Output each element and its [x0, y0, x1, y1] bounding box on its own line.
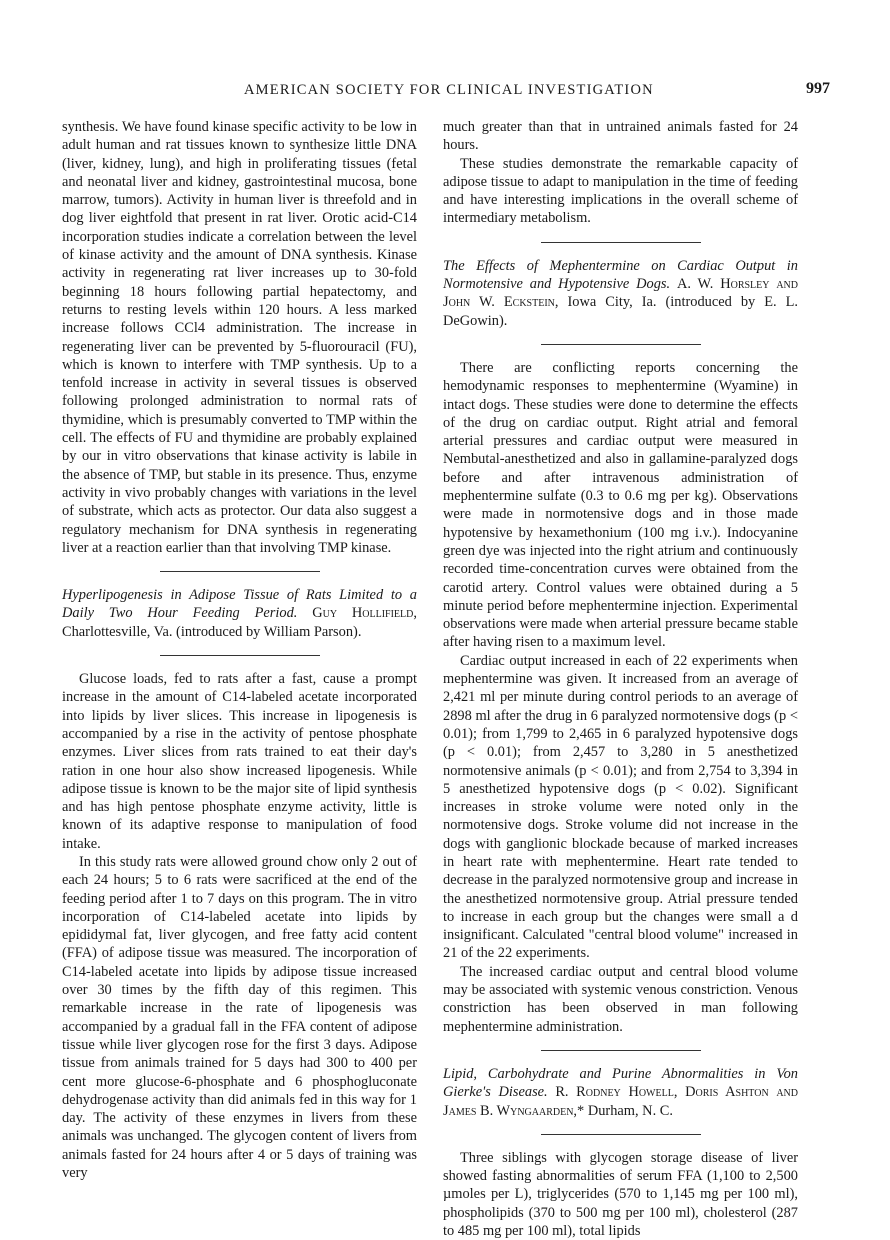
page-number: 997	[806, 80, 830, 97]
abstract-paragraph: In this study rats were allowed ground chow only 2 out of each 24 hours; 5 to 6 rats were sacrificed at the end of the feeding period after 1 to 7 days on this program. The in vitro incorporation of C14-labeled acetate into lipids by epididymal fat, liver glycogen, and free fatty acid content (FFA) of adipose tissue was measured. The incorporation of C14-labeled acetate into lipids by adipose tissue increased over 30 times by the fifth day of this regimen. This remarkable increase in the rate of lipogenesis was accompanied by a gradual fall in the FFA content of adipose tissue while liver glycogen rose for the first 3 days. Adipose tissue from animals trained for 5 days had 300 to 400 per cent more glucose-6-phosphate and 6 phosphogluconate dehydrogenase activity than did animals fed in this way for 1 day. The activity of these enzymes in livers from these animals was unchanged. The glycogen content of livers from animals fasted for 24 hours after 4 or 5 days of training was very	[62, 853, 417, 1182]
continued-paragraph: These studies demonstrate the remarkable capacity of adipose tissue to adapt to manipulation in the time of feeding and have interesting implications in the overall scheme of intermediary metabolism.	[443, 155, 798, 227]
abstract-authors: Guy Hollifield	[312, 605, 414, 622]
abstract-heading	[443, 257, 798, 330]
abstract-paragraph: The increased cardiac output and central blood volume may be associated with systemic venous constriction. Venous constriction has been observed in man following mephentermine administration.	[443, 963, 798, 1035]
section-divider	[541, 1050, 701, 1051]
left-column	[62, 118, 417, 1182]
abstract-title: Hyperlipogenesis in Adipose Tissue of Rats Limited to a Daily Two Hour Feeding Period.	[62, 587, 417, 622]
section-divider	[541, 344, 701, 345]
abstract-affiliation: Durham, N. C.	[584, 1102, 673, 1119]
abstract-paragraph: There are conflicting reports concerning the hemodynamic responses to mephentermine (Wyamine) in intact dogs. These studies were done to determine the effects of the drug on cardiac output. Right atrial and femoral arterial pressures and cardiac output were measured in Nembutal-anesthetized and also in gallamine-paralyzed dogs before and after intravenous administration of mephentermine sulfate (0.3 to 0.6 mg per kg). Observations were made in normotensive dogs and in those made hypotensive by hexamethonium (100 mg i.v.). Indocyanine green dye was injected into the right atrium and continuously recorded time-concentration curves were obtained from the carotid artery. Control values were obtained during a 5 minute period before mephentermine injection. Experimental observations were made when arterial pressure became stable after having risen to a maximum level.	[443, 359, 798, 651]
section-divider	[541, 242, 701, 243]
continued-paragraph: synthesis. We have found kinase specific activity to be low in adult human and rat tissues known to synthesize little DNA (liver, kidney, lung), and high in proliferating tissues (fetal and neonatal liver and kidney, gastrointestinal mucosa, bone marrow, tumors). Activity in human liver is threefold and in dog liver eightfold that present in rat liver. Orotic acid-C14 incorporation studies indicate a correlation between the level of kinase activity and the amount of DNA synthesis. Kinase activity in regenerating rat liver increases up to 30-fold beginning 18 hours following partial hepatectomy, and returns to resting levels within 120 hours. A less marked increase follows CCl4 administration. The increase in regenerating liver can be prevented by 5-fluorouracil (FU), which is known to interfere with TMP synthesis. Up to a tenfold increase in activity in several tissues is observed following prolonged administration to normal rats of thymidine, which is presumably converted to TMP within the cell. The effects of FU and thymidine are probably explained by our in vitro observations that kinase activity is labile in the absence of TMP, but stable in its presence. Thus, enzyme activity in vivo probably changes with variations in the level of substrate, which acts as protector. Our data also suggest a regulatory mechanism for DNA synthesis in regenerating liver at a reaction earlier than that involving TMP kinase.	[62, 119, 417, 556]
abstract-title: Lipid, Carbohydrate and Purine Abnormalities in Von Gierke's Disease.	[443, 1065, 798, 1101]
abstract-title: The Effects of Mephentermine on Cardiac Output in Normotensive and Hypotensive Dogs.	[443, 257, 798, 293]
right-column	[443, 118, 798, 1240]
page-header	[60, 80, 830, 106]
abstract-paragraph: Cardiac output increased in each of 22 experiments when mephentermine was given. It increased from an average of 2,421 ml per minute during control periods to an average of 2898 ml after the drug in 6 paralyzed normotensive dogs (p < 0.01); from 1,799 to 2,465 in 6 paralyzed hypotensive dogs (p < 0.01); from 2,457 to 3,280 in 5 anesthetized normotensive animals (p < 0.01); and from 2,754 to 3,394 in 5 anesthetized hypotensive dogs (p < 0.02). Significant increases in stroke volume were noted only in the normotensive dogs. Stroke volume did not increase in the dogs with ganglionic blockade because of marked increases in heart rate with mephentermine. Heart rate tended to decrease in the paralyzed normotensive group and increase in the anesthetized normotensive group. Atrial pressure tended to increase in each group but the changes were small a d insignificant. Calculated "central blood volume" increased in 21 of the 22 experiments.	[443, 652, 798, 962]
abstract-authors: A. W. Horsley and John W. Eckstein	[443, 276, 798, 311]
abstract-affiliation: , Iowa City, Ia. (introduced by E. L. DeGowin).	[443, 294, 798, 329]
section-divider	[541, 1134, 701, 1135]
continued-paragraph: much greater than that in untrained animals fasted for 24 hours.	[443, 119, 798, 154]
running-head: AMERICAN SOCIETY FOR CLINICAL INVESTIGATION	[244, 82, 654, 98]
abstract-heading	[62, 586, 417, 641]
abstract-authors: R. Rodney Howell, Doris Ashton and James B. Wyngaarden,*	[443, 1084, 798, 1119]
abstract-paragraph: Three siblings with glycogen storage disease of liver showed fasting abnormalities of serum FFA (1,100 to 2,500 µmoles per L), triglycerides (570 to 1,145 mg per 100 ml), phospholipids (370 to 500 mg per 100 ml), cholesterol (287 to 485 mg per 100 ml), total lipids	[443, 1149, 798, 1240]
abstract-paragraph: Glucose loads, fed to rats after a fast, cause a prompt increase in the amount of C14-labeled acetate incorporated into lipids by liver slices. This increase in lipogenesis is accompanied by a rise in the activity of pentose phosphate enzymes. Liver slices from rats trained to eat their day's ration in one hour also show increased lipogenesis. While adipose tissue is known to be the major site of lipid synthesis and has high pentose phosphate enzyme activity, little is known of its adaptive response to manipulation of food intake.	[62, 671, 417, 852]
section-divider	[160, 655, 320, 656]
abstract-affiliation: , Charlottesville, Va. (introduced by William Parson).	[62, 605, 417, 640]
section-divider	[160, 571, 320, 572]
abstract-heading	[443, 1065, 798, 1120]
